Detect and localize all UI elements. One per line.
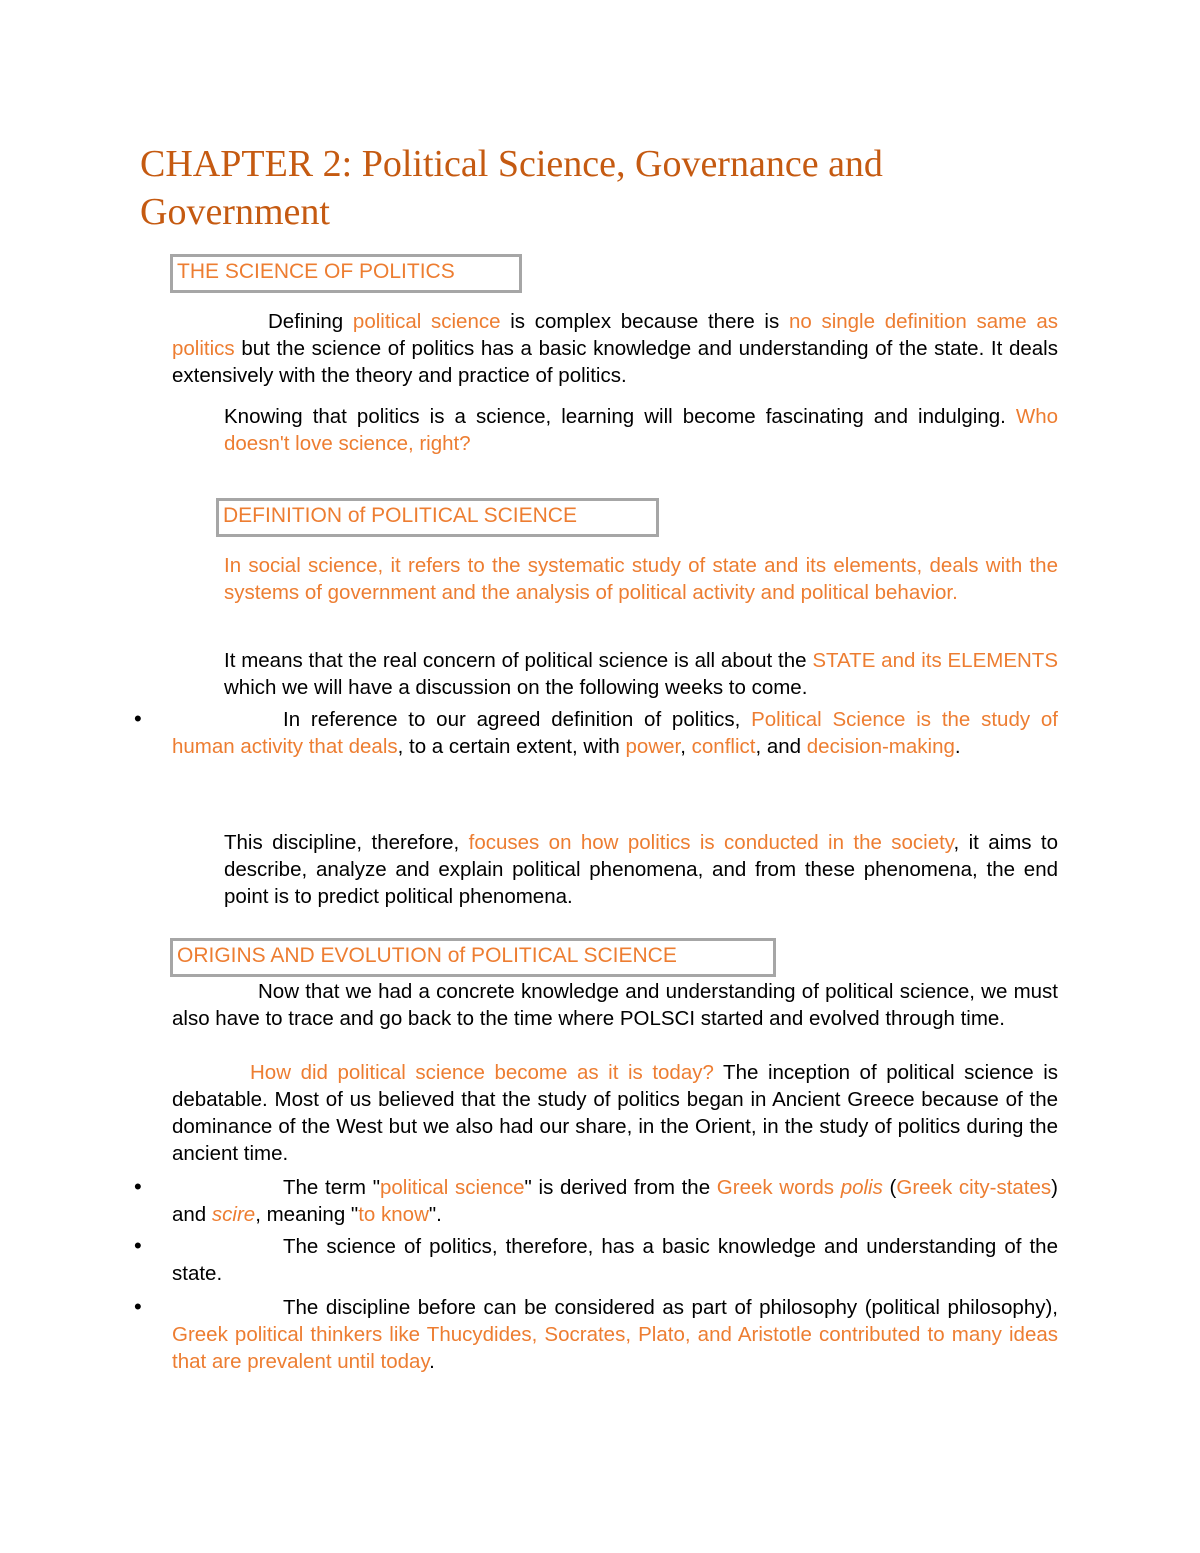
section-heading-science-of-politics: THE SCIENCE OF POLITICS	[170, 254, 522, 293]
bullet-marker: •	[134, 706, 142, 731]
paragraph-knowing-politics: Knowing that politics is a science, learning will become fascinating and indulging. Who doesn't love science, right?	[224, 405, 1058, 455]
paragraph-term-origin: The term "political science" is derived from the Greek words polis (Greek city-states) and scire, meaning "to know".	[172, 1176, 1058, 1226]
section-heading-origins: ORIGINS AND EVOLUTION of POLITICAL SCIENCE	[170, 938, 776, 977]
section-heading-definition: DEFINITION of POLITICAL SCIENCE	[216, 498, 659, 537]
paragraph-concrete-knowledge: Now that we had a concrete knowledge and understanding of political science, we must also have to trace and go back to the time where POLSCI started and evolved through time.	[172, 980, 1058, 1030]
paragraph-discipline-focus: This discipline, therefore, focuses on how politics is conducted in the society, it aims to describe, analyze and explain political phenomena, and from these phenomena, the end point is to predict political phenomena.	[224, 831, 1058, 908]
paragraph-agreed-definition: In reference to our agreed definition of politics, Political Science is the study of human activity that deals, to a certain extent, with power, conflict, and decision-making.	[172, 708, 1058, 758]
bullet-marker: •	[134, 1294, 142, 1319]
bullet-marker: •	[134, 1174, 142, 1199]
paragraph-inception: How did political science become as it is today? The inception of political science is debatable. Most of us believed that the study of politics began in Ancient Greece because of the dominance of the West but we also had our share, in the Orient, in the study of politics during the ancient time.	[172, 1061, 1058, 1165]
paragraph-philosophy: The discipline before can be considered as part of philosophy (political philosophy), Greek political thinkers like Thucydides, Socrates, Plato, and Aristotle contributed to many ideas that are prevalent until today.	[172, 1296, 1058, 1373]
bullet-marker: •	[134, 1233, 142, 1258]
page-title: CHAPTER 2: Political Science, Governance and Government	[140, 143, 883, 233]
paragraph-state-elements: It means that the real concern of political science is all about the STATE and its ELEMENTS which we will have a discussion on the following weeks to come.	[224, 649, 1058, 699]
paragraph-science-of-politics: The science of politics, therefore, has a basic knowledge and understanding of the state.	[172, 1235, 1058, 1285]
paragraph-social-science-definition: In social science, it refers to the systematic study of state and its elements, deals with the systems of government and the analysis of political activity and political behavior.	[224, 554, 1058, 604]
paragraph-defining-political-science: Defining political science is complex because there is no single definition same as politics but the science of politics has a basic knowledge and understanding of the state. It deals extensively with the theory and practice of politics.	[172, 310, 1058, 387]
